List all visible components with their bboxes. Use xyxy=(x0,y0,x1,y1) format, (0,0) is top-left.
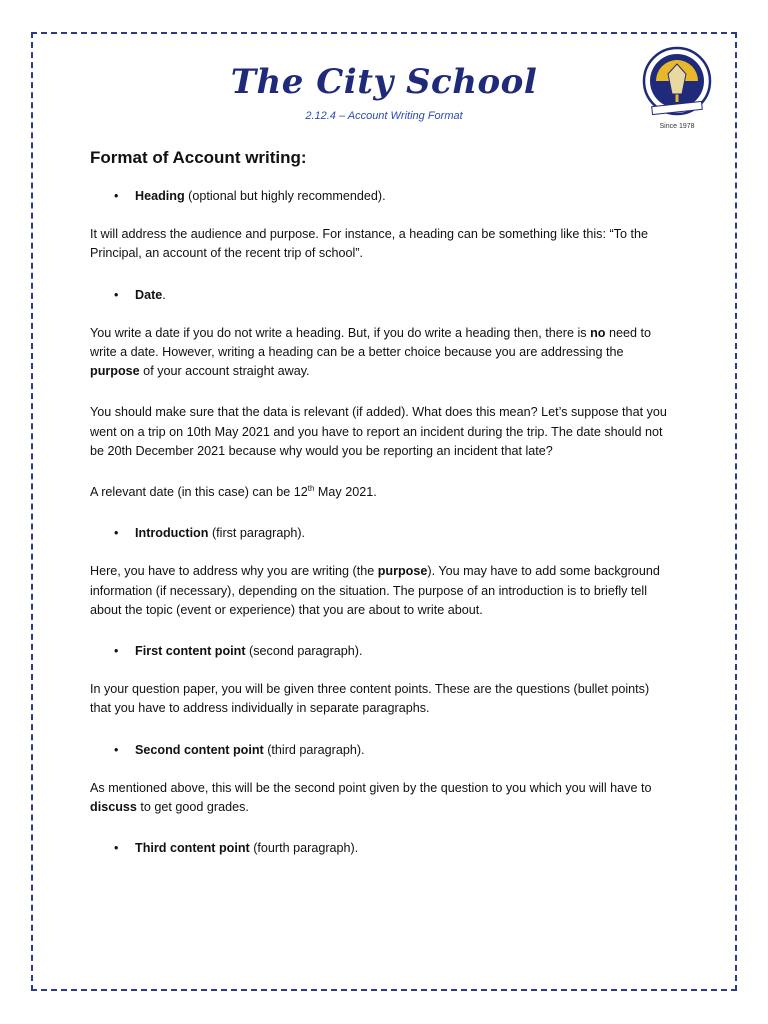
logo-caption: Since 1978 xyxy=(659,123,695,130)
paragraph-introduction-desc: Here, you have to address why you are writing (the purpose). You may have to add some background information (if necessary), depending on the situation. The purpose of an introduction is to briefly tell about the topic (event or experience) that you are about to write about. xyxy=(90,564,660,617)
document-subtitle: 2.12.4 – Account Writing Format xyxy=(305,110,463,122)
document-body xyxy=(90,146,670,858)
bullet-first-content-point: • First content point (second paragraph). xyxy=(90,642,670,661)
bullet-date: • Date. xyxy=(90,286,670,305)
paragraph-relevant-date: You should make sure that the data is relevant (if added). What does this mean? Let’s suppose that you went on a trip on 10th May 2021 and you have to report an incident during the trip. The date should not be 20th December 2021 because why would you be reporting an incident that late? xyxy=(90,405,667,458)
document-heading: Format of Account writing: xyxy=(90,148,307,167)
paragraph-first-content-desc: In your question paper, you will be given three content points. These are the questions (bullet points) that you have to address individually in separate paragraphs. xyxy=(90,682,650,716)
bullet-heading: • Heading (optional but highly recommended). xyxy=(90,187,670,206)
school-name: The City School xyxy=(230,62,538,102)
bullet-introduction: • Introduction (first paragraph). xyxy=(90,524,670,543)
paragraph-date-example: A relevant date (in this case) can be 12th May 2021. xyxy=(90,483,377,500)
paragraph-date-desc: You write a date if you do not write a heading. But, if you do write a heading then, there is no need to write a date. However, writing a heading can be a better choice because you are addressing the purpose of your account straight away. xyxy=(90,325,652,379)
paragraph-heading-desc: It will address the audience and purpose. For instance, a heading can be something like this: “To the Principal, an account of the recent trip of school”. xyxy=(90,227,648,261)
paragraph-second-content-desc: As mentioned above, this will be the second point given by the question to you which you will have to discuss to get good grades. xyxy=(90,780,652,815)
school-crest-logo xyxy=(640,44,714,132)
bullet-third-content-point: • Third content point (fourth paragraph). xyxy=(90,839,670,858)
bullet-second-content-point: • Second content point (third paragraph). xyxy=(90,741,670,760)
